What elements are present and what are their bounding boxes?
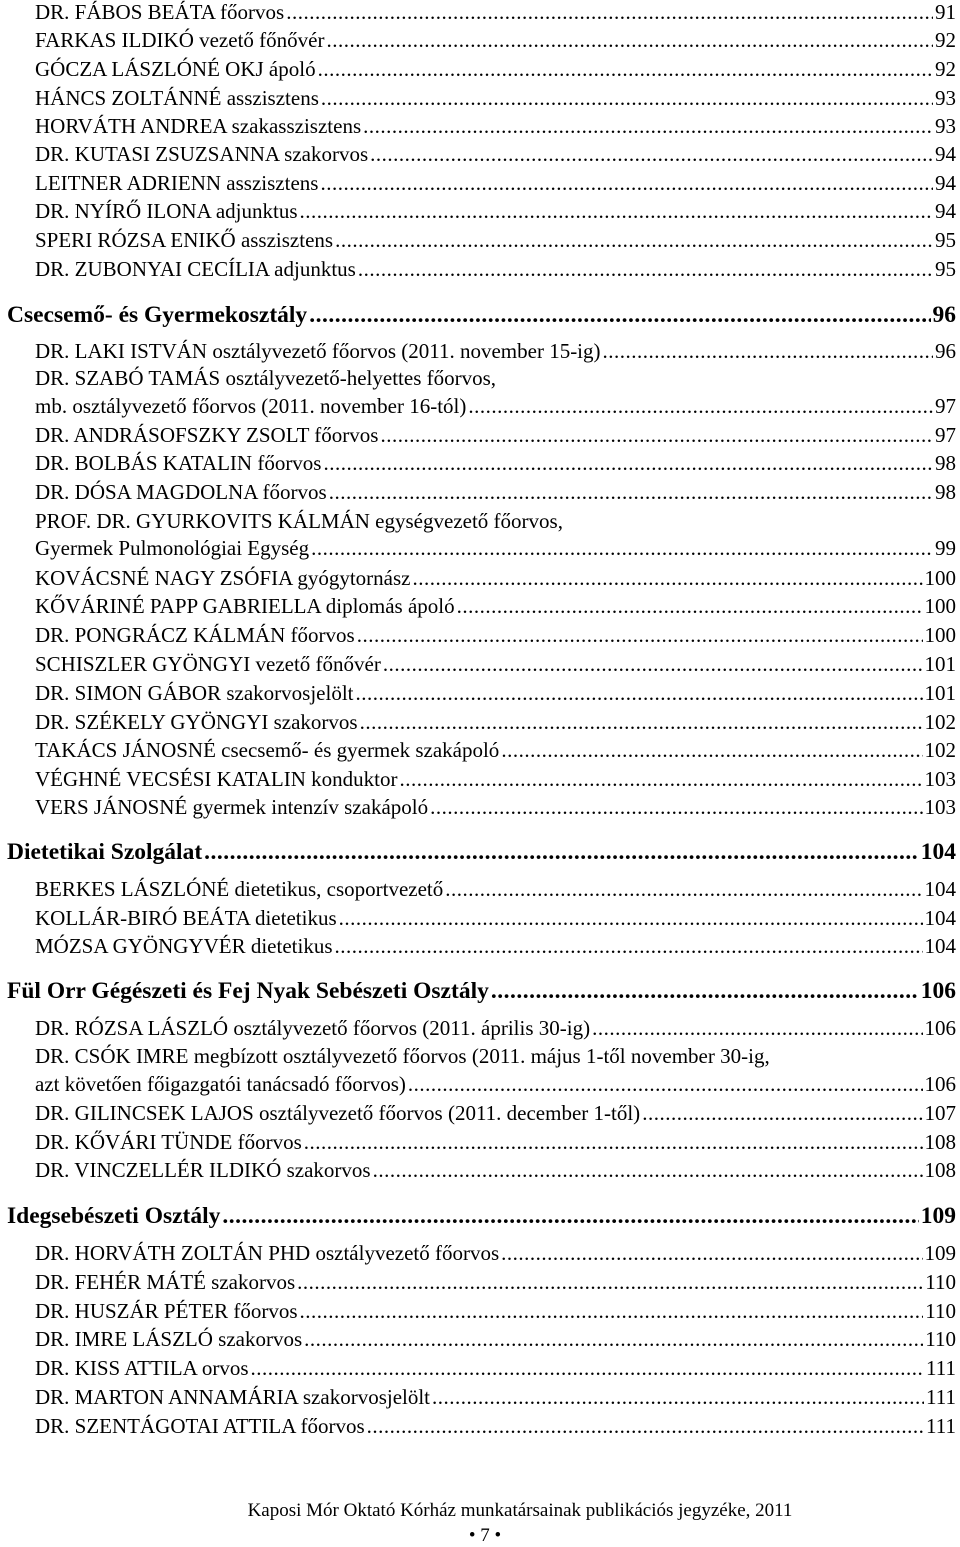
dot-leader <box>642 1101 922 1126</box>
toc-entry-title: DR. FEHÉR MÁTÉ szakorvos <box>35 1270 296 1294</box>
toc-page-number: 100 <box>924 566 956 590</box>
dot-leader <box>367 1414 924 1439</box>
toc-entry-title: azt követően főigazgatói tanácsadó főorvos) <box>35 1072 406 1096</box>
dot-leader <box>320 171 933 196</box>
footer-title: Kaposi Mór Oktató Kórház munkatársainak publikációs jegyzéke, 2011 <box>247 1500 793 1521</box>
toc-page-number: 92 <box>935 57 956 81</box>
dot-leader <box>360 710 923 735</box>
toc-entry-title: DR. MARTON ANNAMÁRIA szakorvosjelölt <box>35 1385 431 1409</box>
footer-page-number: • 7 • <box>468 1525 502 1546</box>
dot-leader <box>468 394 933 419</box>
dot-leader <box>304 1130 923 1155</box>
toc-page-number: 98 <box>935 451 956 475</box>
toc-entry[interactable] <box>35 28 956 53</box>
toc-entry[interactable] <box>35 536 956 561</box>
toc-entry[interactable] <box>35 171 956 196</box>
toc-entry-title: DR. ANDRÁSOFSZKY ZSOLT főorvos <box>35 423 379 447</box>
toc-page-number: 99 <box>935 536 956 560</box>
dot-leader <box>592 1016 922 1041</box>
toc-entry[interactable] <box>35 1270 956 1295</box>
toc-page-number: 96 <box>932 302 956 328</box>
toc-entry[interactable] <box>35 1385 956 1410</box>
toc-entry-title: SCHISZLER GYÖNGYI vezető főnővér <box>35 652 381 676</box>
toc-entry-title: Fül Orr Gégészeti és Fej Nyak Sebészeti Osztály <box>7 978 489 1004</box>
toc-entry[interactable] <box>35 199 956 224</box>
toc-entry-title: DR. KISS ATTILA orvos <box>35 1356 249 1380</box>
toc-page-number: 104 <box>920 839 956 865</box>
dot-leader <box>373 1158 923 1183</box>
toc-page-number: 106 <box>920 978 956 1004</box>
toc-page-number: 100 <box>924 623 956 647</box>
toc-page-number: 101 <box>924 652 956 676</box>
dot-leader <box>335 934 923 959</box>
toc-entry-title: KŐVÁRINÉ PAPP GABRIELLA diplomás ápoló <box>35 594 455 618</box>
toc-entry[interactable] <box>35 566 956 591</box>
toc-entry[interactable] <box>35 767 956 792</box>
toc-entry[interactable] <box>35 934 956 959</box>
dot-leader <box>380 423 933 448</box>
toc-page-number: 94 <box>935 171 956 195</box>
toc-entry[interactable] <box>35 623 956 648</box>
toc-page-number: 104 <box>924 906 956 930</box>
toc-entry-title: DR. SIMON GÁBOR szakorvosjelölt <box>35 681 354 705</box>
dot-leader <box>297 1270 923 1295</box>
toc-entry-title: DR. KUTASI ZSUZSANNA szakorvos <box>35 142 369 166</box>
dot-leader <box>326 28 933 53</box>
toc-page-number: 93 <box>935 86 956 110</box>
toc-entry[interactable] <box>35 86 956 111</box>
toc-page-number: 98 <box>935 480 956 504</box>
toc-entry-title: DR. VINCZELLÉR ILDIKÓ szakorvos <box>35 1158 371 1182</box>
dot-leader <box>357 623 923 648</box>
toc-entry[interactable] <box>35 0 956 25</box>
dot-leader <box>358 257 933 282</box>
dot-leader <box>300 199 934 224</box>
toc-entry[interactable] <box>35 1327 956 1352</box>
toc-page-number: 93 <box>935 114 956 138</box>
toc-entry-title: DR. PONGRÁCZ KÁLMÁN főorvos <box>35 623 355 647</box>
toc-entry-title: Gyermek Pulmonológiai Egység <box>35 536 310 560</box>
dot-leader <box>323 451 933 476</box>
toc-entry-title: DR. NYÍRŐ ILONA adjunktus <box>35 199 298 223</box>
toc-page-number: 100 <box>924 594 956 618</box>
dot-leader <box>300 1299 924 1324</box>
toc-entry[interactable] <box>35 451 956 476</box>
toc-entry[interactable] <box>35 339 956 364</box>
toc-section-heading[interactable] <box>7 302 956 329</box>
toc-page-number: 92 <box>935 28 956 52</box>
toc-entry[interactable] <box>35 394 956 419</box>
toc-page-number: 111 <box>926 1385 956 1409</box>
toc-entry[interactable] <box>35 1414 956 1439</box>
dot-leader <box>400 767 923 792</box>
dot-leader <box>363 114 933 139</box>
toc-page-number: 102 <box>924 738 956 762</box>
toc-entry[interactable] <box>35 1072 956 1097</box>
toc-entry-title: DR. SZABÓ TAMÁS osztályvezető-helyettes főorvos, <box>35 366 497 390</box>
dot-leader <box>491 978 919 1005</box>
toc-page-number: 111 <box>926 1356 956 1380</box>
dot-leader <box>286 0 933 25</box>
toc-entry[interactable] <box>35 1299 956 1324</box>
toc-page-number: 110 <box>925 1270 956 1294</box>
toc-entry-title: PROF. DR. GYURKOVITS KÁLMÁN egységvezető főorvos, <box>35 509 563 533</box>
toc-entry[interactable] <box>35 480 956 505</box>
toc-entry-title: DR. KŐVÁRI TÜNDE főorvos <box>35 1130 302 1154</box>
toc-entry-title: Csecsemő- és Gyermekosztály <box>7 302 308 328</box>
toc-entry-title: GÓCZA LÁSZLÓNÉ OKJ ápoló <box>35 57 316 81</box>
toc-entry-title: LEITNER ADRIENN asszisztens <box>35 171 319 195</box>
dot-leader <box>370 142 933 167</box>
toc-page-number: 107 <box>924 1101 956 1125</box>
dot-leader <box>501 738 922 763</box>
toc-entry[interactable] <box>35 142 956 167</box>
toc-entry-title: VERS JÁNOSNÉ gyermek intenzív szakápoló <box>35 795 429 819</box>
toc-entry[interactable] <box>35 1130 956 1155</box>
toc-entry-title: FARKAS ILDIKÓ vezető főnővér <box>35 28 325 52</box>
toc-page-number: 97 <box>935 394 956 418</box>
toc-page-number: 110 <box>925 1299 956 1323</box>
toc-entry[interactable] <box>35 1356 956 1381</box>
dot-leader <box>318 57 933 82</box>
toc-entry[interactable] <box>35 228 956 253</box>
dot-leader <box>304 1327 923 1352</box>
toc-entry-title: DR. RÓZSA LÁSZLÓ osztályvezető főorvos (2011. április 30-ig) <box>35 1016 591 1040</box>
toc-entry[interactable] <box>35 1158 956 1183</box>
dot-leader <box>445 877 922 902</box>
dot-leader <box>251 1356 925 1381</box>
toc-entry[interactable] <box>35 906 956 931</box>
toc-entry-title: TAKÁCS JÁNOSNÉ csecsemő- és gyermek szakápoló <box>35 738 500 762</box>
toc-entry[interactable] <box>35 1016 956 1041</box>
toc-entry[interactable] <box>35 710 956 735</box>
toc-entry-title: HORVÁTH ANDREA szakasszisztens <box>35 114 362 138</box>
toc-page-number: 104 <box>924 877 956 901</box>
toc-entry[interactable] <box>35 738 956 763</box>
toc-entry[interactable] <box>35 795 956 820</box>
toc-entry-title: DR. HORVÁTH ZOLTÁN PHD osztályvezető főorvos <box>35 1241 500 1265</box>
toc-entry[interactable] <box>35 57 956 82</box>
toc-entry-title: Dietetikai Szolgálat <box>7 839 203 865</box>
dot-leader <box>204 839 919 866</box>
toc-entry[interactable] <box>35 681 956 706</box>
toc-entry[interactable] <box>35 652 956 677</box>
toc-page-number: 95 <box>935 257 956 281</box>
toc-page-number: 97 <box>935 423 956 447</box>
toc-entry-title: VÉGHNÉ VECSÉSI KATALIN konduktor <box>35 767 398 791</box>
dot-leader <box>501 1241 922 1266</box>
toc-entry-title: Idegsebészeti Osztály <box>7 1203 221 1229</box>
toc-page-number: 91 <box>935 0 956 24</box>
toc-entry[interactable] <box>35 877 956 902</box>
toc-section-heading[interactable] <box>7 978 956 1005</box>
dot-leader <box>457 594 923 619</box>
toc-entry-title: DR. LAKI ISTVÁN osztályvezető főorvos (2011. november 15-ig) <box>35 339 601 363</box>
dot-leader <box>356 681 923 706</box>
toc-entry-title: mb. osztályvezető főorvos (2011. november 16-tól) <box>35 394 467 418</box>
toc-entry[interactable] <box>35 114 956 139</box>
toc-page-number: 108 <box>924 1158 956 1182</box>
toc-entry-title: DR. CSÓK IMRE megbízott osztályvezető főorvos (2011. május 1-től november 30-ig, <box>35 1044 770 1068</box>
dot-leader <box>311 536 933 561</box>
toc-entry[interactable] <box>35 1241 956 1266</box>
toc-entry-title: DR. FÁBOS BEÁTA főorvos <box>35 0 285 24</box>
toc-page-number: 94 <box>935 199 956 223</box>
dot-leader <box>430 795 922 820</box>
toc-page-number: 102 <box>924 710 956 734</box>
dot-leader <box>603 339 933 364</box>
toc-page-number: 96 <box>935 339 956 363</box>
toc-page-number: 94 <box>935 142 956 166</box>
toc-entry-title: DR. HUSZÁR PÉTER főorvos <box>35 1299 298 1323</box>
toc-entry-title: DR. DÓSA MAGDOLNA főorvos <box>35 480 327 504</box>
toc-page-number: 108 <box>924 1130 956 1154</box>
dot-leader <box>383 652 923 677</box>
toc-entry-title: KOLLÁR-BIRÓ BEÁTA dietetikus <box>35 906 337 930</box>
toc-page-number: 103 <box>924 767 956 791</box>
toc-entry-title: DR. SZENTÁGOTAI ATTILA főorvos <box>35 1414 365 1438</box>
toc-section-heading[interactable] <box>7 1203 956 1230</box>
toc-page-number: 106 <box>924 1016 956 1040</box>
dot-leader <box>408 1072 923 1097</box>
toc-page-number: 95 <box>935 228 956 252</box>
toc-page-number: 109 <box>920 1203 956 1229</box>
dot-leader <box>329 480 933 505</box>
toc-page-number: 106 <box>924 1072 956 1096</box>
toc-section-heading[interactable] <box>7 839 956 866</box>
toc-entry-title: DR. IMRE LÁSZLÓ szakorvos <box>35 1327 303 1351</box>
toc-entry-title: MÓZSA GYÖNGYVÉR dietetikus <box>35 934 333 958</box>
toc-entry[interactable] <box>35 1044 956 1069</box>
toc-entry-title: BERKES LÁSZLÓNÉ dietetikus, csoportvezető <box>35 877 444 901</box>
toc-page-number: 109 <box>924 1241 956 1265</box>
dot-leader <box>412 566 922 591</box>
toc-entry[interactable] <box>35 366 956 391</box>
toc-page-number: 103 <box>924 795 956 819</box>
toc-page-number: 110 <box>925 1327 956 1351</box>
toc-entry[interactable] <box>35 509 956 534</box>
dot-leader <box>321 86 933 111</box>
toc-entry-title: SPERI RÓZSA ENIKŐ asszisztens <box>35 228 334 252</box>
toc-entry[interactable] <box>35 257 956 282</box>
dot-leader <box>335 228 933 253</box>
toc-page-number: 111 <box>926 1414 956 1438</box>
toc-entry[interactable] <box>35 594 956 619</box>
toc-page-number: 101 <box>924 681 956 705</box>
toc-entry-title: DR. ZUBONYAI CECÍLIA adjunktus <box>35 257 356 281</box>
dot-leader <box>222 1203 918 1230</box>
toc-entry[interactable] <box>35 1101 956 1126</box>
toc-entry-title: DR. SZÉKELY GYÖNGYI szakorvos <box>35 710 358 734</box>
toc-entry-title: DR. BOLBÁS KATALIN főorvos <box>35 451 322 475</box>
toc-page-number: 104 <box>924 934 956 958</box>
dot-leader <box>309 302 930 329</box>
toc-entry[interactable] <box>35 423 956 448</box>
dot-leader <box>432 1385 924 1410</box>
dot-leader <box>339 906 923 931</box>
toc-entry-title: DR. GILINCSEK LAJOS osztályvezető főorvos (2011. december 1-től) <box>35 1101 641 1125</box>
toc-entry-title: HÁNCS ZOLTÁNNÉ asszisztens <box>35 86 319 110</box>
toc-entry-title: KOVÁCSNÉ NAGY ZSÓFIA gyógytornász <box>35 566 411 590</box>
